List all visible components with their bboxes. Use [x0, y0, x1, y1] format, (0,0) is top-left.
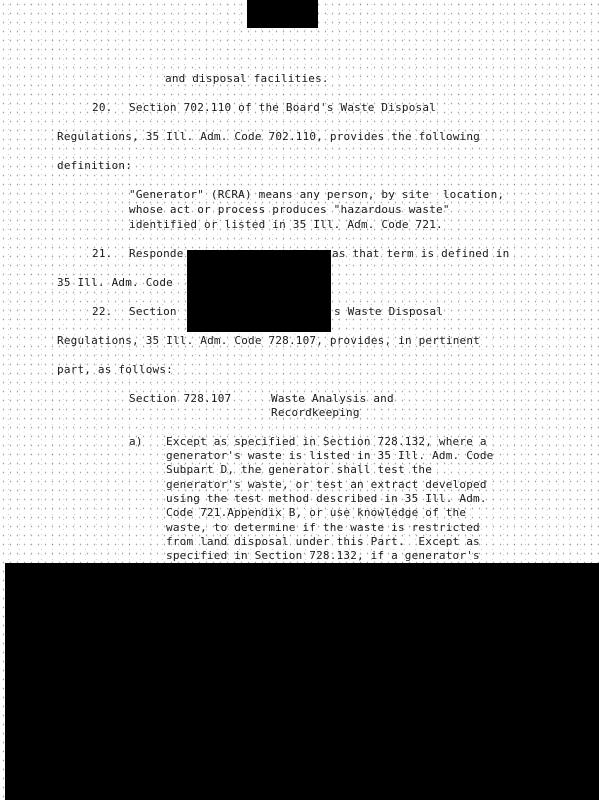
section-heading-title: Recordkeeping	[271, 406, 360, 419]
text-line: 35 Ill. Adm. Code	[57, 276, 173, 289]
definition-line: whose act or process produces "hazardous waste"	[129, 203, 450, 216]
definition-line: identified or listed in 35 Ill. Adm. Code 721.	[129, 218, 443, 231]
redaction-top	[247, 0, 318, 28]
text-line: Regulations, 35 Ill. Adm. Code 728.107, provides, in pertinent	[57, 334, 480, 347]
text-line: part, as follows:	[57, 363, 173, 376]
subsection-line: specified in Section 728.132, if a generator's	[166, 549, 480, 562]
text-line: Responde	[129, 247, 184, 260]
redaction-middle	[187, 250, 331, 332]
text-line: s Waste Disposal	[334, 305, 444, 318]
subsection-line: generator's waste, or test an extract developed	[166, 478, 487, 491]
text-line: Section 702.110 of the Board's Waste Disposal	[129, 101, 437, 114]
text-line: and disposal facilities.	[165, 72, 329, 85]
section-heading-number: Section 728.107	[129, 392, 232, 405]
text-line: definition:	[57, 159, 133, 172]
subsection-label: a)	[129, 435, 143, 448]
definition-line: "Generator" (RCRA) means any person, by site location,	[129, 188, 505, 201]
subsection-line: waste, to determine if the waste is restricted	[166, 521, 480, 534]
paragraph-number: 21.	[92, 247, 113, 260]
section-heading-title: Waste Analysis and	[271, 392, 394, 405]
subsection-line: Except as specified in Section 728.132, where a	[166, 435, 487, 448]
paragraph-number: 22.	[92, 305, 113, 318]
text-line: Regulations, 35 Ill. Adm. Code 702.110, provides the following	[57, 130, 480, 143]
subsection-line: Subpart D, the generator shall test the	[166, 463, 433, 476]
subsection-line: Code 721.Appendix B, or use knowledge of the	[166, 506, 467, 519]
subsection-line: generator's waste is listed in 35 Ill. Adm. Code	[166, 449, 494, 462]
paragraph-number: 20.	[92, 101, 113, 114]
subsection-line: from land disposal under this Part. Except as	[166, 535, 480, 548]
subsection-line: using the test method described in 35 Ill. Adm.	[166, 492, 487, 505]
text-line: as that term is defined in	[332, 247, 510, 260]
text-line: Section	[129, 305, 177, 318]
redaction-bottom	[5, 563, 599, 800]
